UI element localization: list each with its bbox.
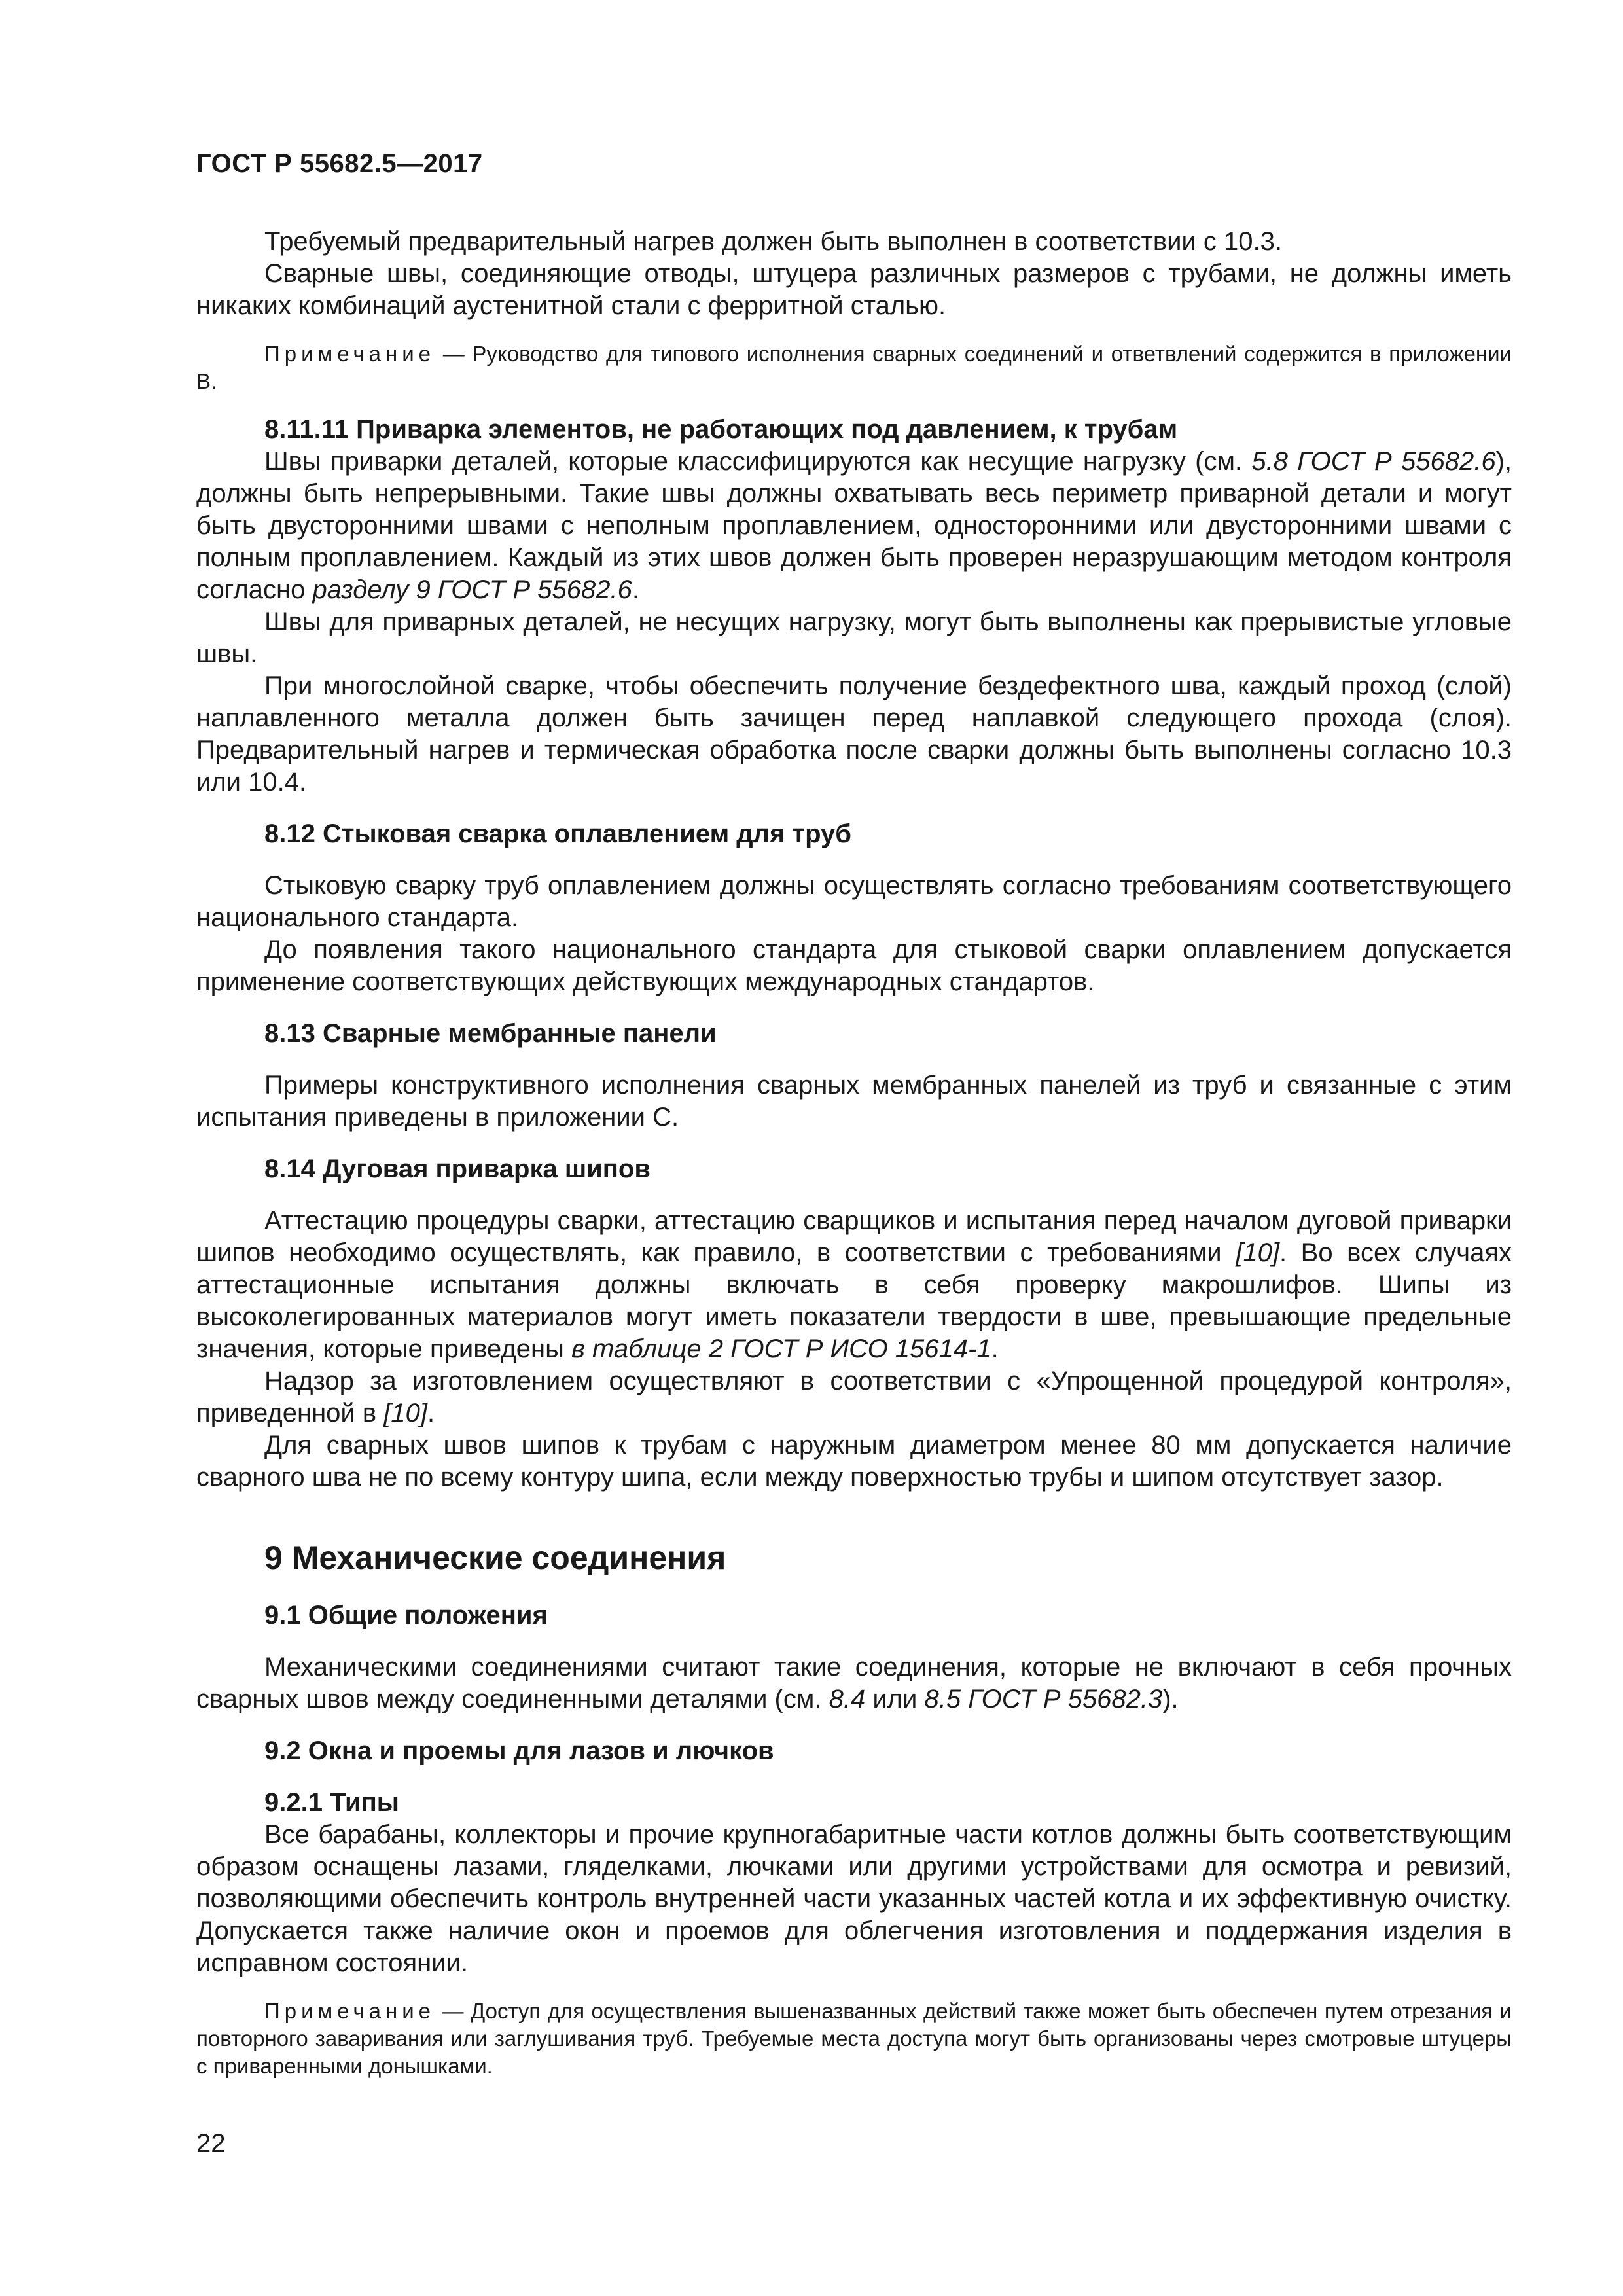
text-run: или <box>865 1685 925 1713</box>
document-header: ГОСТ Р 55682.5—2017 <box>196 149 483 178</box>
paragraph-8-13: Примеры конструктивного исполнения сварных мембранных панелей из труб и связанные с этим испытания приведены в приложении С. <box>196 1071 1512 1132</box>
paragraph-8-14-c: Для сварных швов шипов к трубам с наружным диаметром менее 80 мм допускается наличие сварного шва не по всему контуру шипа, если между поверхностью трубы и шипом отсутствует зазор. <box>196 1431 1512 1492</box>
note-label: Примечание <box>264 342 436 366</box>
reference-link: разделу 9 ГОСТ Р 55682.6 <box>312 575 632 604</box>
text-run: . <box>427 1399 435 1427</box>
text-run: . <box>632 575 639 604</box>
heading-9-1: 9.1 Общие положения <box>264 1601 548 1630</box>
text-run: Швы приварки деталей, которые классифицируются как несущие нагрузку (см. <box>264 447 1252 476</box>
document-body <box>196 226 1512 2080</box>
paragraph-9-1 <box>196 1651 1512 1715</box>
reference-link: [10] <box>383 1399 427 1427</box>
page-number: 22 <box>196 2129 226 2158</box>
note-label: Примечание <box>264 1999 436 2023</box>
paragraph-8-14-a <box>196 1205 1512 1365</box>
paragraph-8-11-11-b: Швы для приварных деталей, не несущих нагрузку, могут быть выполнены как прерывистые угловые швы. <box>196 607 1512 668</box>
paragraph-8-11-11-c: При многослойной сварке, чтобы обеспечить получение бездефектного шва, каждый проход (слой) наплавленного металла должен быть зачищен перед наплавкой следующего прохода (слоя). Предварительный нагрев и термическая обработка после сварки должны быть выполнены согласно 10.3 или 10.4. <box>196 672 1512 797</box>
heading-8-14: 8.14 Дуговая приварка шипов <box>264 1155 651 1183</box>
paragraph-8-14-b <box>196 1365 1512 1429</box>
paragraph-8-11-11-a <box>196 446 1512 606</box>
paragraph-8-12-a: Стыковую сварку труб оплавлением должны осуществлять согласно требованиям соответствующего национального стандарта. <box>196 871 1512 932</box>
text-run: . Во всех случаях аттестационные испытания должны включать в себя проверку макрошлифов. Шипы из высоколегированных материалов могут иметь показатели твердости в шве, превышающие предельные значения, которые приведены <box>196 1238 1512 1363</box>
heading-8-11-11: 8.11.11 Приварка элементов, не работающих под давлением, к трубам <box>264 415 1178 444</box>
note-text: — Доступ для осуществления вышеназванных действий также может быть обеспечен путем отрезания и повторного заваривания или заглушивания труб. Требуемые места доступа могут быть организованы через смотровые штуцеры с приваренными донышками. <box>196 1999 1512 2078</box>
note-text: — Руководство для типового исполнения сварных соединений и ответвлений содержится в приложении В. <box>196 342 1512 393</box>
reference-link: 8.4 <box>829 1685 866 1713</box>
paragraph-preheat: Требуемый предварительный нагрев должен быть выполнен в соответствии с 10.3. <box>264 227 1282 256</box>
heading-8-13: 8.13 Сварные мембранные панели <box>264 1019 717 1048</box>
text-run: Надзор за изготовлением осуществляют в соответствии с «Упрощенной процедурой контроля», приведенной в <box>196 1367 1512 1427</box>
heading-9-2: 9.2 Окна и проемы для лазов и лючков <box>264 1736 774 1765</box>
text-run: Механическими соединениями считают такие соединения, которые не включают в себя прочных сварных швов между соединенными деталями (см. <box>196 1653 1512 1713</box>
note-2 <box>196 1998 1512 2080</box>
paragraph-welds: Сварные швы, соединяющие отводы, штуцера различных размеров с трубами, не должны иметь никаких комбинаций аустенитной стали с ферритной сталью. <box>196 259 1512 320</box>
text-run: Аттестацию процедуры сварки, аттестацию сварщиков и испытания перед началом дуговой приварки шипов необходимо осуществлять, как правило, в соответствии с требованиями <box>196 1206 1512 1267</box>
text-run: ), должны быть непрерывными. Такие швы должны охватывать весь периметр приварной детали и могут быть двусторонними швами с неполным проплавлением, односторонними или двусторонними швами с полным проплавлением. Каждый из этих швов должен быть проверен неразрушающим методом контроля согласно <box>196 447 1512 604</box>
text-run: ). <box>1162 1685 1179 1713</box>
reference-link: 5.8 ГОСТ Р 55682.6 <box>1251 447 1496 476</box>
heading-9-2-1: 9.2.1 Типы <box>264 1788 399 1817</box>
paragraph-8-12-b: До появления такого национального стандарта для стыковой сварки оплавлением допускается применение соответствующих действующих международных стандартов. <box>196 935 1512 996</box>
heading-section-9: 9 Механические соединения <box>264 1539 726 1576</box>
heading-8-12: 8.12 Стыковая сварка оплавлением для труб <box>264 819 851 848</box>
reference-link: [10] <box>1236 1238 1279 1267</box>
note-1 <box>196 340 1512 395</box>
paragraph-9-2-1: Все барабаны, коллекторы и прочие крупногабаритные части котлов должны быть соответствующим образом оснащены лазами, гляделками, лючками или другими устройствами для осмотра и ревизий, позволяющими обеспечить контроль внутренней части указанных частей котла и их эффективную очистку. Допускается также наличие окон и проемов для облегчения изготовления и поддержания изделия в исправном состоянии. <box>196 1820 1512 1977</box>
reference-link: в таблице 2 ГОСТ Р ИСО 15614-1 <box>571 1335 991 1363</box>
text-run: . <box>991 1335 999 1363</box>
reference-link: 8.5 ГОСТ Р 55682.3 <box>924 1685 1163 1713</box>
